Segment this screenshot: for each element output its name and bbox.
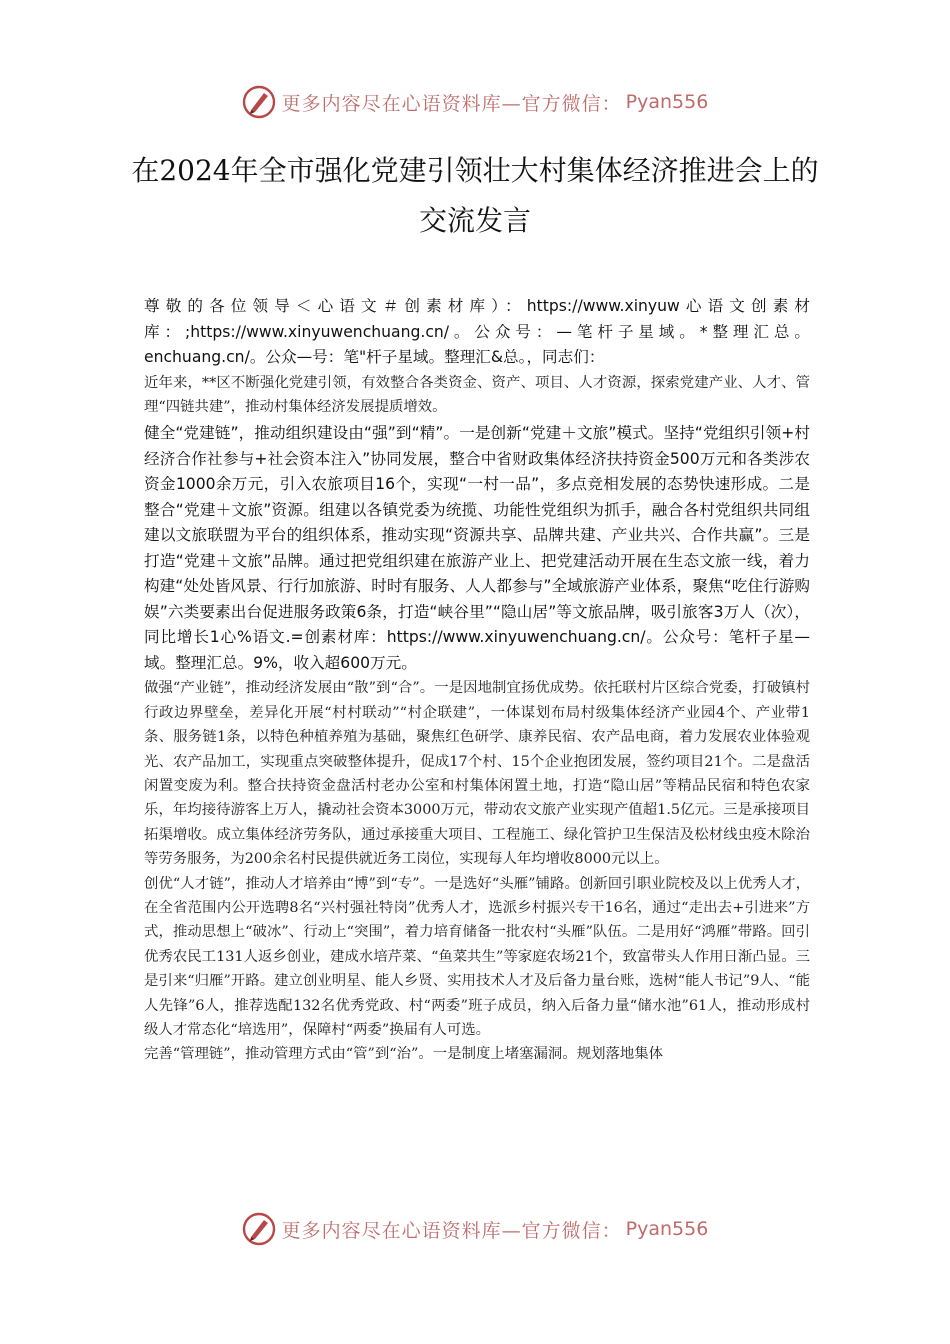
brush-logo-icon [242,85,276,119]
intro-paragraph: 近年来，**区不断强化党建引领，有效整合各类资金、资产、项目、人才资源，探索党建产业、人才、管理“四链共建”，推动村集体经济发展提质增效。 [144,374,810,415]
document-body [144,294,810,1067]
greeting-paragraph: 尊敬的各位领导＜心语文＃创素材库）：https://www.xinyuw心语文创素材库：;https://www.xinyuwenchuang.cn/。公众号：—笔杆子星域。*整理汇总。enchuang.cn/。公众—号：笔"杆子星域。整理汇&总。，同志们： [144,297,810,366]
brush-logo-icon [242,1212,276,1246]
party-chain-paragraph: 健全“党建链”，推动组织建设由“强”到“精”。一是创新“党建＋文旅”模式。坚持“党组织引领+村经济合作社参与+社会资本注入”协同发展，整合中省财政集体经济扶持资金500万元和各类涉农资金1000余万元，引入农旅项目16个，实现“一村一品”，多点竞相发展的态势快速形成。二是整合“党建＋文旅”资源。组建以各镇党委为统揽、功能性党组织为抓手，融合各村党组织共同组建以文旅联盟为平台的组织体系，推动实现“资源共享、品牌共建、产业共兴、合作共赢”。三是打造“党建＋文旅”品牌。通过把党组织建在旅游产业上、把党建活动开展在生态文旅一线，着力构建“处处皆风景、行行加旅游、时时有服务、人人都参与”全域旅游产业体系，聚焦“吃住行游购娱”六类要素出台促进服务政策6条，打造“峡谷里”“隐山居”等文旅品牌，吸引旅客3万人（次），同比增长1心%语文.=创素材库：https://www.xinyuwenchuang.cn/。公众号：笔杆子星—域。整理汇总。9%，收入超600万元。 [144,424,810,672]
watermark-text: 更多内容尽在心语资料库—官方微信： [281,1219,622,1242]
watermark-text: 更多内容尽在心语资料库—官方微信： [281,92,622,115]
industry-chain-paragraph: 做强“产业链”，推动经济发展由“散”到“合”。一是因地制宜扬优成势。依托联村片区综合党委，打破镇村行政边界壁垒，差异化开展“村村联动”“村企联建”，一体谋划布局村级集体经济产业园4个、产业带1条、服务链1条，以特色种植养殖为基础，聚焦红色研学、康养民宿、农产品电商，着力发展农业体验观光、农产品加工，实现重点突破整体提升，促成17个村、15个企业抱团发展，签约项目21个。二是盘活闲置变废为利。整合扶持资金盘活村老办公室和村集体闲置土地，打造“隐山居”等精品民宿和特色农家乐，年均接待游客上万人，撬动社会资本3000万元，带动农文旅产业实现产值超1.5亿元。三是承接项目拓渠增收。成立集体经济劳务队，通过承接重大项目、工程施工、绿化管护卫生保洁及松材线虫疫木除治等劳务服务，为200余名村民提供就近务工岗位，实现每人年均增收8000元以上。 [144,680,810,868]
watermark-banner-bottom [0,1209,950,1249]
management-chain-paragraph: 完善“管理链”，推动管理方式由“管”到“治”。一是制度上堵塞漏洞。规划落地集体 [144,1046,664,1063]
watermark-wechat-id: Pyan556 [625,1218,709,1240]
document-title: 在2024年全市强化党建引领壮大村集体经济推进会上的交流发言 [131,154,819,237]
talent-chain-paragraph: 创优“人才链”，推动人才培养由“博”到“专”。一是选好“头雁”铺路。创新回引职业院校及以上优秀人才，在全省范围内公开选聘8名“兴村强社特岗”优秀人才，选派乡村振兴专干16名，通过“走出去+引进来”方式，推动思想上“破冰”、行动上“突围”，着力培育储备一批农村“头雁”队伍。二是用好“鸿雁”带路。回引优秀农民工131人返乡创业，建成水培芹菜、“鱼菜共生”等家庭农场21个，致富带头人作用日渐凸显。三是引来“归雁”开路。建立创业明星、能人乡贤、实用技术人才及后备力量台账，选树“能人书记”9人、“能人先锋”6人，推荐选配132名优秀党政、村“两委”班子成员，纳入后备力量“储水池”61人，推动形成村级人才常态化“培选用”，保障村“两委”换届有人可选。 [144,875,810,1038]
watermark-banner-top [0,82,950,122]
watermark-wechat-id: Pyan556 [625,91,709,113]
